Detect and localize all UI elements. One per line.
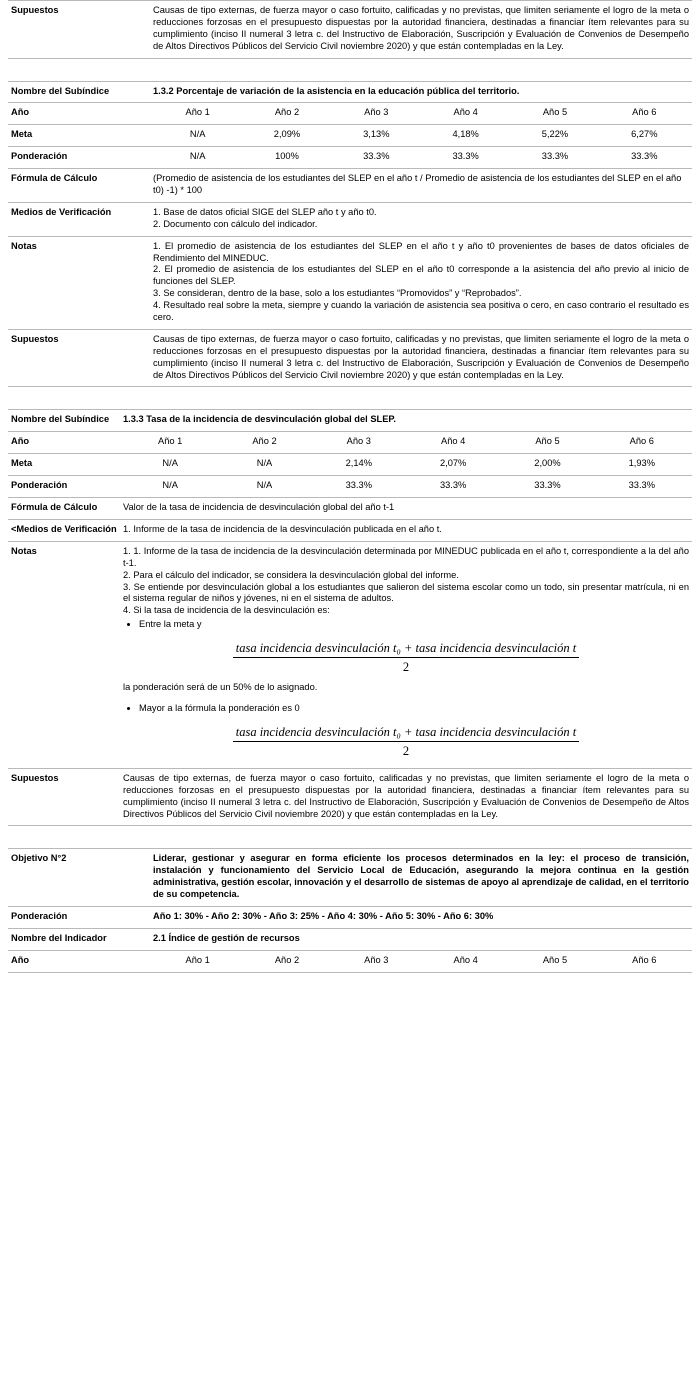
row-label-supuestos: Supuestos xyxy=(8,1,150,59)
anio-cell: Año 5 xyxy=(535,436,560,447)
ponderacion-cell: 33.3% xyxy=(631,151,658,162)
medios-item: 2. Documento con cálculo del indicador. xyxy=(153,218,318,229)
anio-cell: Año 4 xyxy=(441,436,466,447)
table-row-medios xyxy=(8,202,692,236)
meta-cell: 2,07% xyxy=(439,458,467,469)
meta-cell: 3,13% xyxy=(363,129,390,140)
anio-cell: Año 1 xyxy=(158,436,183,447)
row-value-ponderacion xyxy=(120,476,692,498)
row-label-ponderacion: Ponderación xyxy=(8,476,120,498)
meta-cell: N/A xyxy=(189,129,206,140)
row-label-anio: Año xyxy=(8,432,120,454)
formula-block-1 xyxy=(123,640,689,675)
meta-cell: 2,00% xyxy=(534,458,561,469)
table-row-formula xyxy=(8,169,692,203)
table-row-notas xyxy=(8,236,692,329)
anio-cell: Año 1 xyxy=(185,954,210,965)
row-label-medios: <Medios de Verificación xyxy=(8,519,120,541)
row-label-anio: Año xyxy=(8,103,150,125)
ponderacion-cell: 33.3% xyxy=(534,480,561,491)
section-gap xyxy=(8,826,692,848)
section-gap xyxy=(8,387,692,409)
row-label-meta: Meta xyxy=(8,454,120,476)
table-row-anios xyxy=(8,432,692,454)
table-row-objetivo xyxy=(8,849,692,907)
nota-bullet: • Mayor a la fórmula la ponderación es 0 xyxy=(139,703,689,715)
row-value-anios xyxy=(150,103,692,125)
row-label-nombre-subindice: Nombre del Subíndice xyxy=(8,410,120,432)
table-row-anios xyxy=(8,103,692,125)
ponderacion-cell: 100% xyxy=(275,151,299,162)
table-row xyxy=(8,1,692,59)
row-value-supuestos: Causas de tipo externas, de fuerza mayor o caso fortuito, calificadas y no previstas, que limiten seriamente el logro de la meta o reducciones forzosas en el presupuesto dispuestas por la autoridad financiera, destinadas a financiar ítem relevantes para su cumplimiento (inciso II numeral 3 letra c. del Instructivo de Elaboración, Suscripción y Evaluación de Convenios de Desempeño de Altos Directivos Públicos del Servicio Civil noviembre 2020) y que están contempladas en la Ley. xyxy=(150,329,692,387)
meta-cell: N/A xyxy=(162,458,178,469)
table-row-supuestos xyxy=(8,768,692,826)
row-label-notas: Notas xyxy=(8,541,120,768)
ponderacion-cell: 33.3% xyxy=(363,151,390,162)
ponderacion-cell: N/A xyxy=(189,151,206,162)
subindice-133-table xyxy=(8,409,692,826)
table-row-medios xyxy=(8,519,692,541)
nota-item: 1. 1. Informe de la tasa de incidencia de la desvinculación determinada por MINEDUC publicada en el año t, correspondiente a la del año t-1. xyxy=(123,545,689,568)
meta-cell: 4,18% xyxy=(452,129,479,140)
row-value-formula: (Promedio de asistencia de los estudiantes del SLEP en el año t / Promedio de asistencia de los estudiantes del SLEP en el año t0) -1) * 100 xyxy=(150,169,692,203)
row-value-nombre-indicador: 2.1 Índice de gestión de recursos xyxy=(150,928,692,950)
row-value-objetivo: Liderar, gestionar y asegurar en forma eficiente los procesos determinados en la ley: el proceso de transición, instalación y funcionamiento del Servicio Local de Educación, asegurando la mejora continua en la gestión administrativa, gestión escolar, innovación y el desarrollo de sistemas de apoyo al aprendizaje de calidad, en el territorio de su competencia. xyxy=(150,849,692,907)
row-label-formula: Fórmula de Cálculo xyxy=(8,169,150,203)
anio-cell: Año 6 xyxy=(629,436,654,447)
table-row-nombre-subindice xyxy=(8,410,692,432)
row-value-ponderacion xyxy=(150,147,692,169)
section-gap xyxy=(8,59,692,81)
row-value-notas xyxy=(120,541,692,768)
meta-cell: 2,09% xyxy=(273,129,301,140)
nota-item: 2. Para el cálculo del indicador, se considera la desvinculación global del informe. xyxy=(123,569,459,580)
meta-cell: N/A xyxy=(256,458,273,469)
nota-bullet-list-2 xyxy=(123,703,689,715)
row-label-notas: Notas xyxy=(8,236,150,329)
meta-cell: 5,22% xyxy=(541,129,569,140)
fraction-numerator: tasa incidencia desvinculación t₀ + tasa incidencia desvinculación t xyxy=(233,640,579,658)
ponderacion-cell: 33.3% xyxy=(452,151,479,162)
nota-item: 3. Se consideran, dentro de la base, solo a los estudiantes “Promovidos” y “Reprobados”. xyxy=(153,288,522,299)
anio-cell: Año 6 xyxy=(632,107,657,118)
row-label-nombre-subindice: Nombre del Subíndice xyxy=(8,81,150,103)
row-value-notas xyxy=(150,236,692,329)
row-label-supuestos: Supuestos xyxy=(8,329,150,387)
table-row-nombre-indicador xyxy=(8,928,692,950)
row-value-ponderacion: Año 1: 30% - Año 2: 30% - Año 3: 25% - Año 4: 30% - Año 5: 30% - Año 6: 30% xyxy=(150,906,692,928)
row-value-anios xyxy=(120,432,692,454)
table-row-ponderacion xyxy=(8,147,692,169)
nota-bullet-list-1 xyxy=(123,619,689,631)
ponderacion-cell: 33.3% xyxy=(439,480,467,491)
row-label-anio: Año xyxy=(8,950,150,972)
row-value-formula: Valor de la tasa de incidencia de desvinculación global del año t-1 xyxy=(120,498,692,520)
meta-cell: 1,93% xyxy=(628,458,655,469)
fraction-1 xyxy=(233,640,579,675)
table-row-supuestos xyxy=(8,329,692,387)
meta-cell: 2,14% xyxy=(345,458,372,469)
objetivo-2-table xyxy=(8,848,692,972)
row-value-supuestos: Causas de tipo externas, de fuerza mayor o caso fortuito, calificadas y no previstas, que limiten seriamente el logro de la meta o reducciones forzosas en el presupuesto dispuestas por la autoridad financiera, destinadas a financiar ítem relevantes para su cumplimiento (inciso II numeral 3 letra c. del Instructivo de Elaboración, Suscripción y Evaluación de Convenios de Desempeño de Altos Directivos Públicos del Servicio Civil noviembre 2020) y que están contempladas en la Ley. xyxy=(120,768,692,826)
row-label-ponderacion: Ponderación xyxy=(8,906,150,928)
anio-cell: Año 2 xyxy=(252,436,277,447)
nota-after-formula-1: la ponderación será de un 50% de lo asignado. xyxy=(123,682,318,693)
row-value-meta xyxy=(120,454,692,476)
anio-cell: Año 3 xyxy=(346,436,371,447)
anio-cell: Año 5 xyxy=(542,107,568,118)
row-value-nombre-subindice: 1.3.2 Porcentaje de variación de la asistencia en la educación pública del territorio. xyxy=(150,81,692,103)
anio-cell: Año 4 xyxy=(453,107,478,118)
subindice-132-table xyxy=(8,81,692,388)
row-value-medios xyxy=(150,202,692,236)
row-value-nombre-subindice: 1.3.3 Tasa de la incidencia de desvinculación global del SLEP. xyxy=(120,410,692,432)
anio-cell: Año 4 xyxy=(453,954,478,965)
row-value-meta xyxy=(150,125,692,147)
ponderacion-cell: 33.3% xyxy=(345,480,372,491)
ponderacion-cell: N/A xyxy=(256,480,273,491)
medios-item: 1. Base de datos oficial SIGE del SLEP año t y año t0. xyxy=(153,206,377,217)
meta-cell: 6,27% xyxy=(631,129,658,140)
anio-cell: Año 2 xyxy=(274,107,300,118)
row-value-supuestos: Causas de tipo externas, de fuerza mayor o caso fortuito, calificadas y no previstas, que limiten seriamente el logro de la meta o reducciones forzosas en el presupuesto dispuestas por la autoridad financiera, destinadas a financiar ítem relevantes para su cumplimiento (inciso II numeral 3 letra c. del Instructivo de Elaboración, Suscripción y Evaluación de Convenios de Desempeño de Altos Directivos Públicos del Servicio Civil noviembre 2020) y que están contempladas en la Ley. xyxy=(150,1,692,59)
row-label-medios: Medios de Verificación xyxy=(8,202,150,236)
anio-cell: Año 5 xyxy=(542,954,568,965)
fraction-denominator: 2 xyxy=(402,660,410,675)
anio-cell: Año 6 xyxy=(632,954,657,965)
table-row-anios xyxy=(8,950,692,972)
row-label-objetivo: Objetivo N°2 xyxy=(8,849,150,907)
nota-item: 1. El promedio de asistencia de los estudiantes del SLEP en el año t y año t0 provenientes de bases de datos oficiales de Rendimiento del MINEDUC. xyxy=(153,240,689,263)
fraction-numerator: tasa incidencia desvinculación t₀ + tasa incidencia desvinculación t xyxy=(233,724,579,742)
row-label-supuestos: Supuestos xyxy=(8,768,120,826)
row-value-anios xyxy=(150,950,692,972)
nota-item: 3. Se entiende por desvinculación global a los estudiantes que salieron del sistema escolar como un todo, sin presentar matrícula, ni en el sistema regular de niños y jóvenes, ni en el sistema de adultos. xyxy=(123,581,689,604)
table-row-formula xyxy=(8,498,692,520)
table-row-nombre-subindice xyxy=(8,81,692,103)
row-value-medios: 1. Informe de la tasa de incidencia de la desvinculación publicada en el año t. xyxy=(120,519,692,541)
anio-cell: Año 1 xyxy=(185,107,210,118)
fraction-2 xyxy=(233,724,579,759)
formula-block-2 xyxy=(123,724,689,759)
row-label-formula: Fórmula de Cálculo xyxy=(8,498,120,520)
row-label-ponderacion: Ponderación xyxy=(8,147,150,169)
nota-bullet: • Entre la meta y xyxy=(139,619,689,631)
nota-item: 4. Si la tasa de incidencia de la desvinculación es: xyxy=(123,605,330,616)
nota-item: 2. El promedio de asistencia de los estudiantes del SLEP en el año t0 corresponde a la asistencia del año previo al inicio de funciones del SLEP. xyxy=(153,264,689,287)
row-label-meta: Meta xyxy=(8,125,150,147)
ponderacion-cell: 33.3% xyxy=(628,480,655,491)
row-label-nombre-indicador: Nombre del Indicador xyxy=(8,928,150,950)
ponderacion-cell: 33.3% xyxy=(541,151,569,162)
table-row-ponderacion xyxy=(8,906,692,928)
supuestos-table-131 xyxy=(8,0,692,59)
anio-cell: Año 2 xyxy=(274,954,300,965)
table-row-meta xyxy=(8,454,692,476)
nota-item: 4. Resultado real sobre la meta, siempre y cuando la variación de asistencia sea positiva o cero, en caso contrario el resultado es cero. xyxy=(153,300,689,323)
fraction-denominator: 2 xyxy=(402,743,410,758)
table-row-ponderacion xyxy=(8,476,692,498)
anio-cell: Año 3 xyxy=(364,954,389,965)
table-row-notas xyxy=(8,541,692,768)
ponderacion-cell: N/A xyxy=(162,480,178,491)
anio-cell: Año 3 xyxy=(364,107,389,118)
table-row-meta xyxy=(8,125,692,147)
